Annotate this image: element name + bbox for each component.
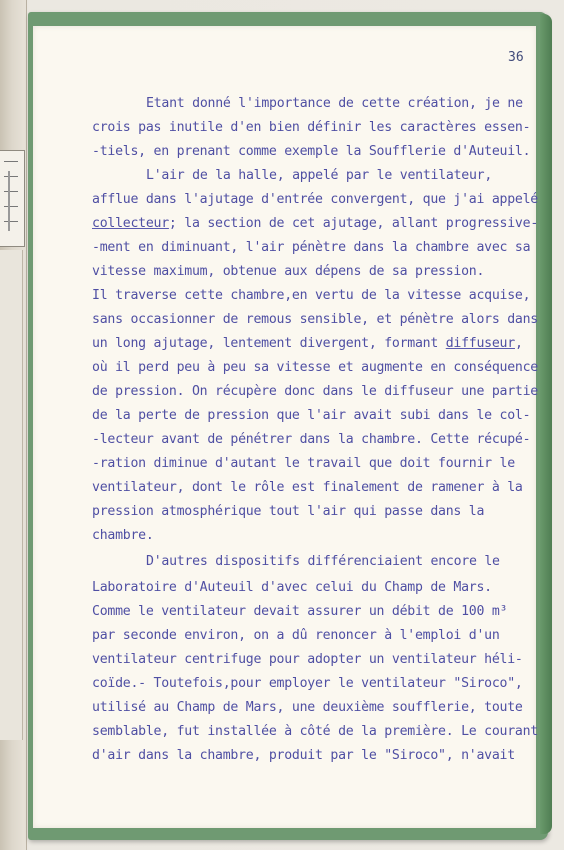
text-line: pression atmosphérique tout l'air qui passe dans la xyxy=(92,504,485,519)
typed-text-block xyxy=(92,0,539,763)
text-line: Comme le ventilateur devait assurer un débit de 100 m³ xyxy=(92,604,508,619)
text-line: coïde.- Toutefois,pour employer le ventilateur "Siroco", xyxy=(92,676,523,691)
text-line: afflue dans l'ajutage d'entrée convergent, que j'ai appelé xyxy=(92,192,538,207)
text-line: sans occasionner de remous sensible, et pénètre alors dans xyxy=(92,312,538,327)
text-line: L'air de la halle, appelé par le ventilateur, xyxy=(146,168,493,183)
text-line: vitesse maximum, obtenue aux dépens de sa pression. xyxy=(92,264,485,279)
text-line: semblable, fut installée à côté de la première. Le courant xyxy=(92,724,538,739)
text-line: utilisé au Champ de Mars, une deuxième soufflerie, toute xyxy=(92,700,523,715)
adjacent-page-lower xyxy=(0,250,23,740)
text-line: -ration diminue d'autant le travail que doit fournir le xyxy=(92,456,515,471)
text-line: -lecteur avant de pénétrer dans la chambre. Cette récupé- xyxy=(92,432,531,447)
text-line: -ment en diminuant, l'air pénètre dans la chambre avec sa xyxy=(92,240,531,255)
text-line: ventilateur centrifuge pour adopter un ventilateur héli- xyxy=(92,652,523,667)
text-line: un long ajutage, lentement divergent, formant diffuseur, xyxy=(92,336,523,351)
green-binding-edge xyxy=(540,14,552,834)
text-line: Il traverse cette chambre,en vertu de la vitesse acquise, xyxy=(92,288,531,303)
text-line: de pression. On récupère donc dans le diffuseur une partie xyxy=(92,384,538,399)
text-line: Etant donné l'importance de cette création, je ne xyxy=(146,96,523,111)
text-line: chambre. xyxy=(92,528,154,543)
text-line: ventilateur, dont le rôle est finalement de ramener à la xyxy=(92,480,523,495)
adjacent-page-tab xyxy=(0,150,25,247)
text-line: crois pas inutile d'en bien définir les caractères essen- xyxy=(92,120,531,135)
page-number: 36 xyxy=(508,50,524,65)
text-line: où il perd peu à peu sa vitesse et augmente en conséquence xyxy=(92,360,538,375)
text-line: par seconde environ, on a dû renoncer à l'emploi d'un xyxy=(92,628,500,643)
text-line: D'autres dispositifs différenciaient encore le xyxy=(146,554,500,569)
text-line: -tiels, en prenant comme exemple la Soufflerie d'Auteuil. xyxy=(92,144,531,159)
text-line: Laboratoire d'Auteuil d'avec celui du Champ de Mars. xyxy=(92,580,492,595)
underlined-term: diffuseur xyxy=(445,336,515,351)
text-line: d'air dans la chambre, produit par le "Siroco", n'avait xyxy=(92,748,515,763)
text-line: de la perte de pression que l'air avait subi dans le col- xyxy=(92,408,531,423)
text-line: collecteur; la section de cet ajutage, allant progressive- xyxy=(92,216,539,231)
underlined-term: collecteur xyxy=(92,216,169,231)
